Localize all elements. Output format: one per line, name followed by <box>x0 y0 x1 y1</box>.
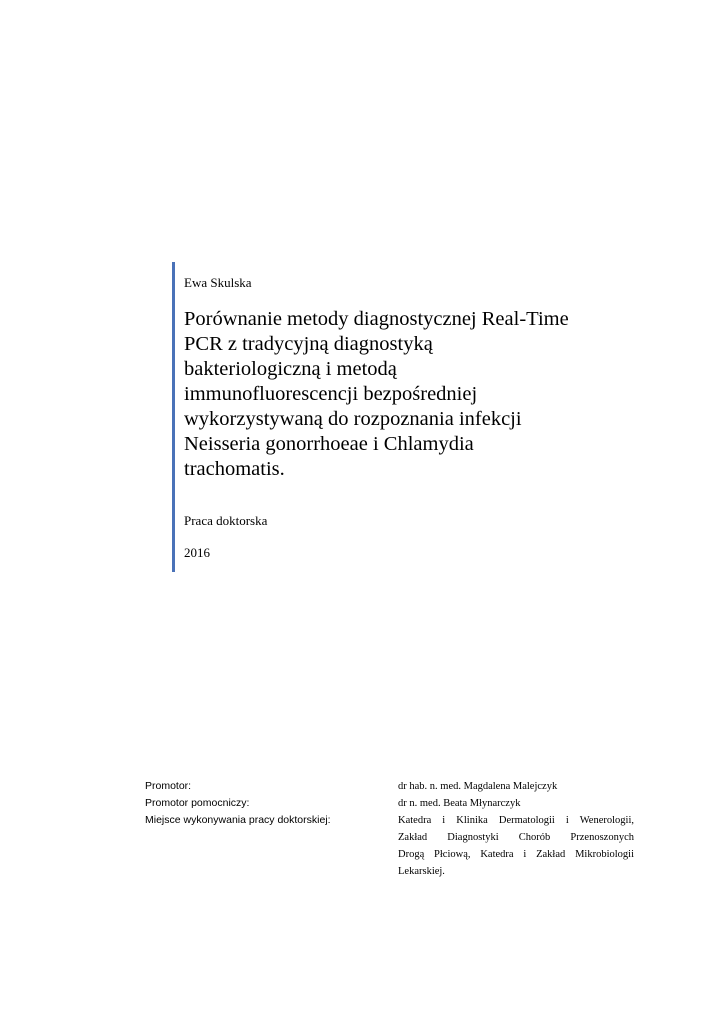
author-name: Ewa Skulska <box>184 275 252 290</box>
thesis-year: 2016 <box>184 545 210 560</box>
place-line: Lekarskiej. <box>398 866 445 877</box>
place-row <box>145 812 635 880</box>
assistant-promotor-label: Promotor pomocniczy: <box>145 797 250 809</box>
place-line: Katedra i Klinika Dermatologii i Wenerologii, <box>398 815 634 826</box>
promotor-label: Promotor: <box>145 780 192 792</box>
thesis-type: Praca doktorska <box>184 513 268 528</box>
place-line: Drogą Płciową, Katedra i Zakład Mikrobiologii <box>398 849 634 860</box>
place-line: Zakład Diagnostyki Chorób Przenoszonych <box>398 832 634 843</box>
assistant-promotor-value: dr n. med. Beata Młynarczyk <box>398 798 521 809</box>
promotor-value: dr hab. n. med. Magdalena Malejczyk <box>398 781 558 792</box>
assistant-promotor-row <box>145 795 635 812</box>
thesis-title: Porównanie metody diagnostycznej Real-Time PCR z tradycyjną diagnostyką bakteriologiczną i metodą immunofluorescencji bezpośredniej wykorzystywaną do rozpoznania infekcji Neisseria gonorrhoeae i Chlamydia trachomatis. <box>184 308 569 480</box>
thesis-details <box>145 778 635 880</box>
title-block <box>172 262 569 572</box>
place-value <box>398 812 634 880</box>
place-label: Miejsce wykonywania pracy doktorskiej: <box>145 814 331 826</box>
promotor-row <box>145 778 635 795</box>
